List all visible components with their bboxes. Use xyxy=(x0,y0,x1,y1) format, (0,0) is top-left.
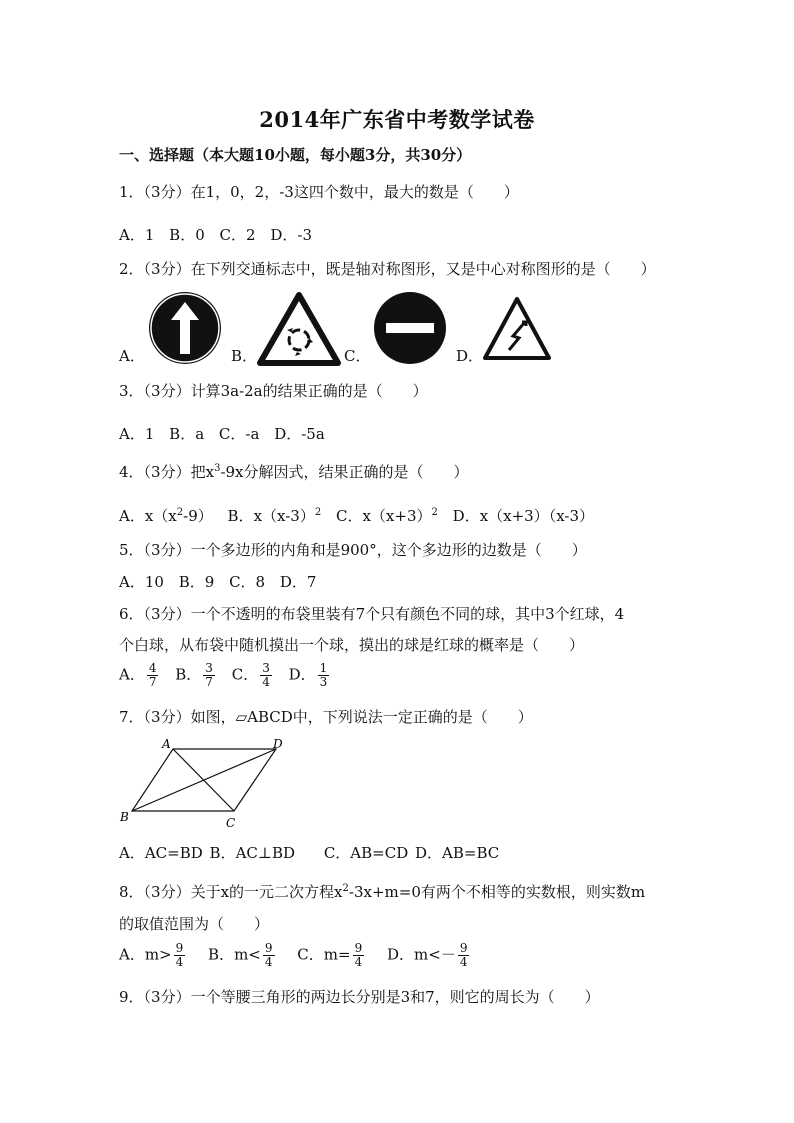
stem-text: 8．（3分）关于x的一元二次方程x xyxy=(119,883,343,901)
stem-text: 4．（3分）把x xyxy=(119,463,215,481)
option-a xyxy=(119,662,160,689)
question-8-options xyxy=(119,942,481,969)
denominator: 3 xyxy=(319,675,328,689)
option-label: D． xyxy=(288,665,316,684)
question-6-stem-line2: 个白球，从布袋中随机摸出一个球，摸出的球是红球的概率是（ ） xyxy=(119,636,585,654)
vertex-label-b: B xyxy=(120,810,129,824)
question-2-signs xyxy=(119,290,679,365)
option-label: B．m< xyxy=(208,945,261,964)
option-label: C．m= xyxy=(297,945,351,964)
option-c xyxy=(232,662,274,689)
question-4-stem xyxy=(119,461,469,482)
numerator: 9 xyxy=(264,941,273,955)
denominator: 4 xyxy=(459,955,468,969)
option-a: A． xyxy=(119,347,145,365)
option-d: D．x（x+3）（x-3） xyxy=(452,507,595,525)
section-heading: 一、选择题（本大题10小题，每小题3分，共30分） xyxy=(119,146,472,164)
option-c: C．-a xyxy=(218,425,260,443)
fraction xyxy=(260,662,272,689)
question-3-options xyxy=(119,423,335,444)
question-7-options xyxy=(119,842,509,863)
vertex-label-d: D xyxy=(273,737,283,751)
option-b xyxy=(208,942,276,969)
question-5-stem: 5．（3分）一个多边形的内角和是900°，这个多边形的边数是（ ） xyxy=(119,541,587,559)
option-c: C． xyxy=(344,347,371,365)
fraction xyxy=(174,942,186,969)
option-a xyxy=(119,505,213,526)
option-d: D． xyxy=(456,347,484,365)
denominator: 4 xyxy=(262,675,270,689)
option-a: A．10 xyxy=(119,573,164,591)
option-b: B．0 xyxy=(169,226,205,244)
question-4-options xyxy=(119,505,604,526)
option-c: C．8 xyxy=(229,573,266,591)
stem-exponent: 2 xyxy=(342,883,349,894)
fraction xyxy=(458,942,470,969)
denominator: 4 xyxy=(264,955,273,969)
option-label: A．m> xyxy=(119,945,172,964)
parallelogram-figure xyxy=(118,737,298,831)
numerator: 4 xyxy=(148,661,157,675)
option-exponent: 2 xyxy=(176,507,184,518)
question-2-stem: 2．（3分）在下列交通标志中，既是轴对称图形，又是中心对称图形的是（ ） xyxy=(119,260,656,278)
numerator: 9 xyxy=(175,941,184,955)
option-d: D．7 xyxy=(279,573,317,591)
stem-text: -9x分解因式，结果正确的是（ ） xyxy=(220,463,469,481)
option-exponent: 2 xyxy=(431,507,438,518)
numerator: 9 xyxy=(354,941,363,955)
option-d: D．-3 xyxy=(270,226,312,244)
option-d: D．-5a xyxy=(274,425,325,443)
option-b: B． xyxy=(231,347,258,365)
numerator: 3 xyxy=(205,661,213,675)
option-b: B．AC⊥BD xyxy=(209,844,296,862)
question-3-stem: 3．（3分）计算3a-2a的结果正确的是（ ） xyxy=(119,382,428,400)
vertex-label-c: C xyxy=(226,816,236,830)
roundabout-sign-icon xyxy=(257,292,341,366)
fraction xyxy=(147,662,159,689)
option-text: B．x（x-3） xyxy=(227,507,315,525)
option-label: C． xyxy=(231,665,259,684)
fraction xyxy=(203,662,215,689)
stem-exponent: 3 xyxy=(214,463,221,474)
page-title: 2014年广东省中考数学试卷 xyxy=(259,107,535,132)
question-1-stem: 1．（3分）在1，0，2，-3这四个数中，最大的数是（ ） xyxy=(119,183,519,201)
option-a: A．1 xyxy=(119,425,155,443)
question-6-options xyxy=(119,662,341,689)
fraction xyxy=(353,942,365,969)
denominator: 7 xyxy=(205,675,213,689)
option-label: D．m<－ xyxy=(387,945,456,964)
no-entry-sign-icon xyxy=(372,290,448,366)
fraction xyxy=(263,942,275,969)
option-d xyxy=(387,942,471,969)
fraction xyxy=(318,662,330,689)
option-exponent: 2 xyxy=(314,507,322,518)
option-b xyxy=(175,662,217,689)
option-c xyxy=(297,942,366,969)
option-a xyxy=(119,942,187,969)
option-label: A． xyxy=(119,665,145,684)
option-d xyxy=(289,662,332,689)
option-text: A．x（x xyxy=(119,507,177,525)
option-c: C．AB=CD xyxy=(323,844,409,862)
question-7-stem: 7．（3分）如图，▱ABCD中，下列说法一定正确的是（ ） xyxy=(119,708,533,726)
question-8-stem-line2: 的取值范围为（ ） xyxy=(119,915,270,933)
question-9-stem: 9．（3分）一个等腰三角形的两边长分别是3和7，则它的周长为（ ） xyxy=(119,988,600,1006)
zigzag-road-sign-icon xyxy=(482,296,552,362)
question-5-options xyxy=(119,571,326,592)
question-1-options xyxy=(119,224,322,245)
question-6-stem-line1: 6．（3分）一个不透明的布袋里装有7个只有颜色不同的球，其中3个红球，4 xyxy=(119,605,625,623)
option-label: B． xyxy=(175,665,202,684)
arrow-up-sign-icon xyxy=(147,290,223,366)
numerator: 3 xyxy=(262,661,270,675)
denominator: 4 xyxy=(354,955,363,969)
numerator: 9 xyxy=(459,941,468,955)
option-b: B．a xyxy=(169,425,205,443)
option-b: B．9 xyxy=(178,573,215,591)
stem-text: -3x+m=0有两个不相等的实数根，则实数m xyxy=(348,883,646,901)
vertex-label-a: A xyxy=(162,737,171,751)
numerator: 1 xyxy=(319,661,328,675)
option-text: -9） xyxy=(183,507,213,525)
option-text: C．x（x+3） xyxy=(336,507,432,525)
option-a: A．AC=BD xyxy=(119,844,203,862)
option-a: A．1 xyxy=(119,226,155,244)
question-8-stem-line1 xyxy=(119,881,645,902)
denominator: 4 xyxy=(175,955,184,969)
option-c xyxy=(336,505,438,526)
option-d: D．AB=BC xyxy=(415,844,500,862)
option-c: C．2 xyxy=(219,226,256,244)
option-b xyxy=(228,505,322,526)
denominator: 7 xyxy=(148,675,157,689)
